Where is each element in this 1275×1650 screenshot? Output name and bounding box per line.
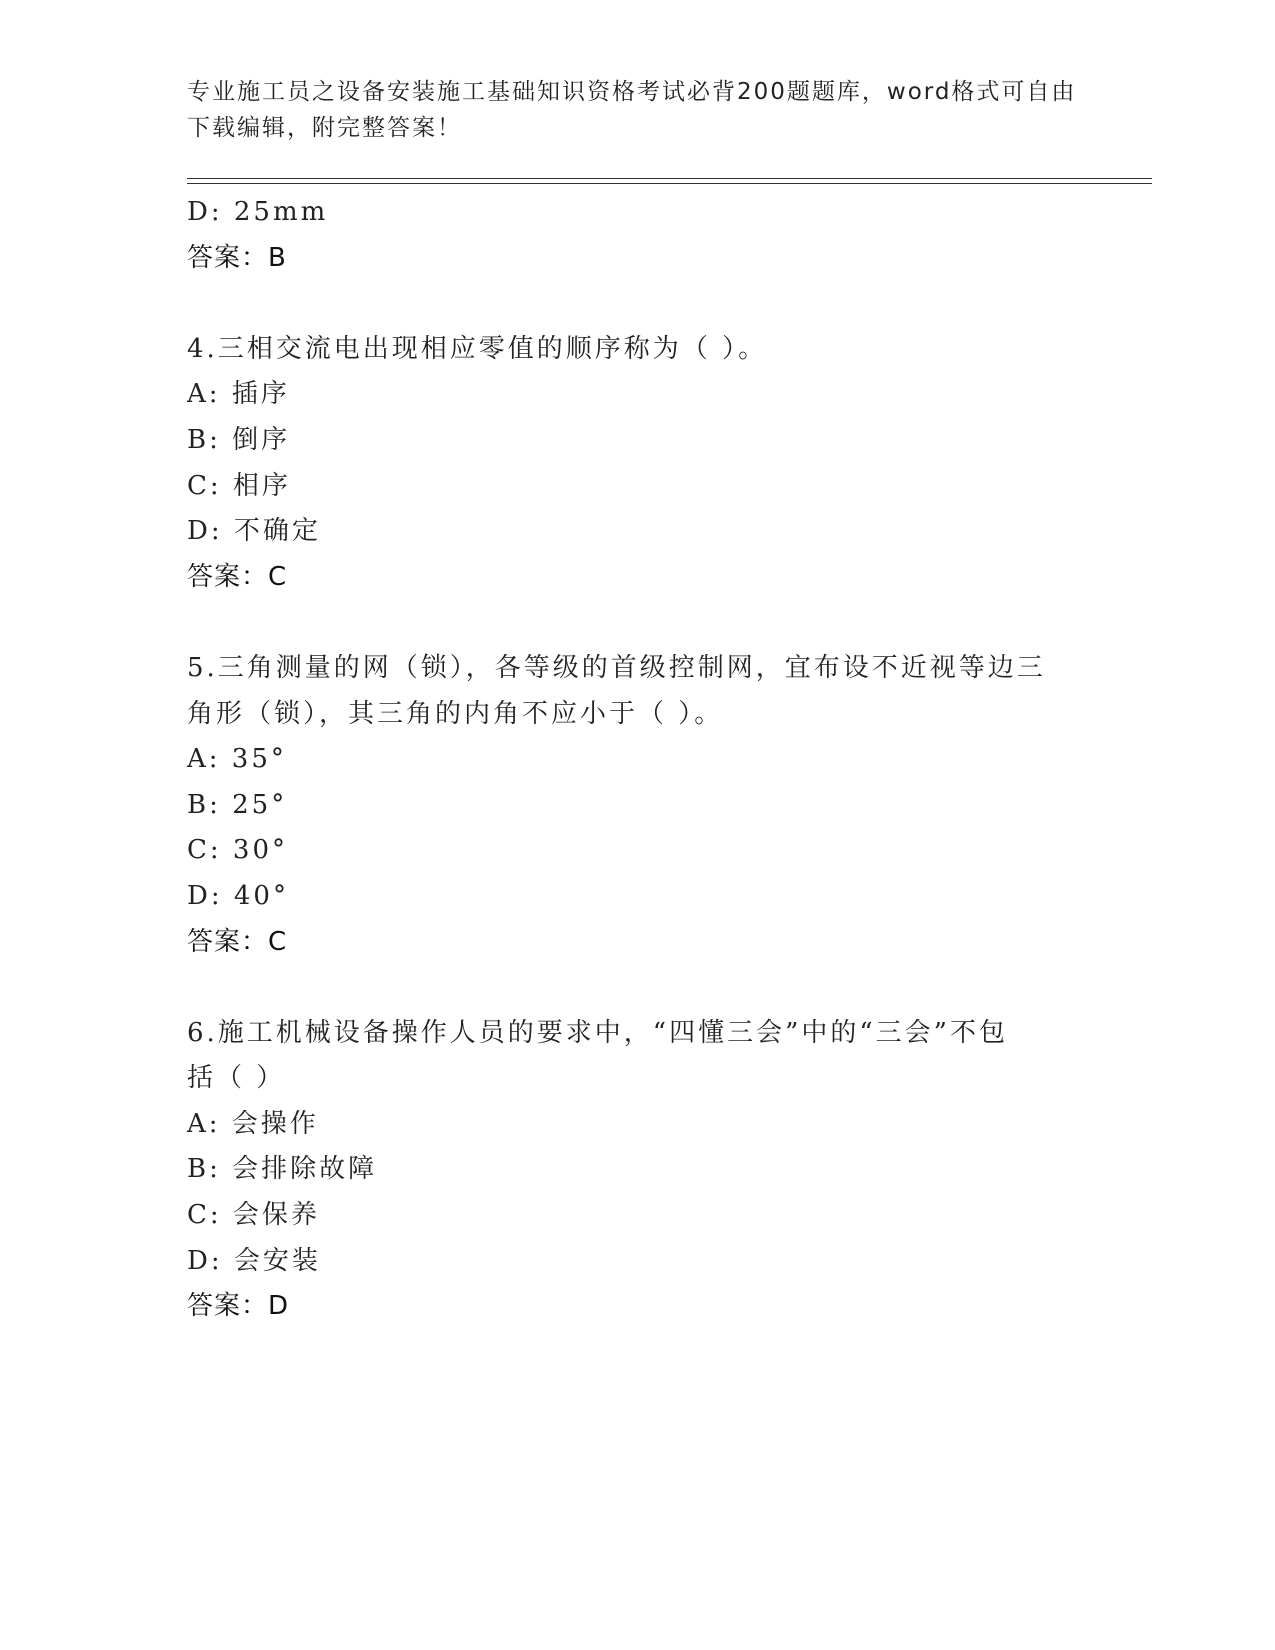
question-6	[187, 1011, 1087, 1330]
previous-question-tail	[187, 190, 1087, 281]
document-body	[187, 190, 1087, 1330]
spacer	[187, 600, 1087, 646]
question-stem-line-1: 5.三角测量的网（锁），各等级的首级控制网，宜布设不近视等边三	[187, 652, 1046, 683]
option-d: D: 不确定	[187, 516, 321, 547]
question-5	[187, 646, 1087, 965]
option-c: C: 30°	[187, 835, 289, 866]
spacer	[187, 281, 1087, 327]
option-d: D: 会安装	[187, 1245, 321, 1276]
option-c: C: 会保养	[187, 1200, 320, 1231]
document-header	[187, 74, 1087, 146]
answer-line: 答案：C	[187, 926, 288, 957]
option-b: B: 倒序	[187, 424, 291, 455]
question-stem-line-2: 括（ ）	[187, 1063, 286, 1094]
question-stem: 4.三相交流电出现相应零值的顺序称为（ ）。	[187, 333, 768, 364]
option-b: B: 25°	[187, 789, 288, 820]
header-title-line-2: 下载编辑，附完整答案！	[187, 115, 462, 141]
header-rule-top	[187, 178, 1152, 179]
answer-line: 答案：D	[187, 1291, 290, 1322]
option-b: B: 会排除故障	[187, 1154, 378, 1185]
spacer	[187, 965, 1087, 1011]
option-c: C: 相序	[187, 470, 291, 501]
option-d: D: 25mm	[187, 197, 329, 227]
option-d: D: 40°	[187, 880, 289, 911]
question-stem-line-1: 6.施工机械设备操作人员的要求中，“四懂三会”中的“三会”不包	[187, 1017, 1008, 1048]
header-rule-bottom	[187, 183, 1152, 184]
question-4	[187, 327, 1087, 601]
option-a: A: 35°	[187, 744, 287, 775]
option-a: A: 会操作	[187, 1108, 319, 1139]
option-a: A: 插序	[187, 379, 290, 410]
header-title-line-1: 专业施工员之设备安装施工基础知识资格考试必背200题题库，word格式可自由	[187, 79, 1077, 105]
answer-line: 答案：C	[187, 561, 288, 592]
answer-line: 答案：B	[187, 242, 287, 273]
question-stem-line-2: 角形（锁），其三角的内角不应小于（ ）。	[187, 698, 724, 729]
